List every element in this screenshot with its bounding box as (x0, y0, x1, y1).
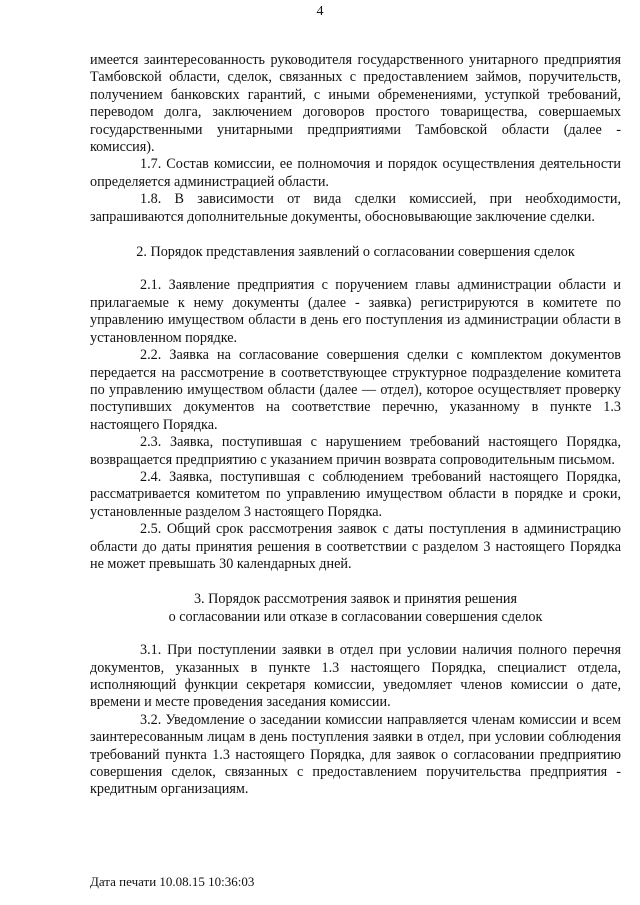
paragraph-2-1: 2.1. Заявление предприятия с поручением главы администрации области и прилагаемые к нему документы (далее - заявка) регистрируются в комитете по управлению имуществом области в день его поступления из администрации области в установленном порядке. (90, 277, 621, 346)
paragraph-1-8: 1.8. В зависимости от вида сделки комиссией, при необходимости, запрашиваются дополнительные документы, обосновывающие заключение сделки. (90, 191, 621, 225)
section-2-heading: 2. Порядок представления заявлений о согласовании совершения сделок (136, 244, 575, 261)
section-3-heading (90, 591, 621, 626)
paragraph-intro: имеется заинтересованность руководителя государственного унитарного предприятия Тамбовской области, сделок, связанных с предоставлением займов, поручительств, получением банковских гарантий, с иными обременениями, уступкой требований, переводом долга, заключением договоров простого товарищества, совершаемых государственными унитарными предприятиями Тамбовской области (далее - комиссия). (90, 52, 621, 156)
paragraph-3-1: 3.1. При поступлении заявки в отдел при условии наличия полного перечня документов, указанных в пункте 1.3 настоящего Порядка, специалист отдела, исполняющий функции секретаря комиссии, уведомляет членов комиссии о дате, времени и месте проведения заседания комиссии. (90, 642, 621, 711)
paragraph-2-2: 2.2. Заявка на согласование совершения сделки с комплектом документов передается на рассмотрение в соответствующее структурное подразделение комитета по управлению имуществом области (далее — отдел), которое осуществляет проверку поступивших документов на соответствие перечню, указанному в пункте 1.3 настоящего Порядка. (90, 347, 621, 433)
document-body (90, 52, 621, 799)
section-3-heading-line-1: 3. Порядок рассмотрения заявок и принятия решения (193, 591, 518, 608)
print-date: Дата печати 10.08.15 10:36:03 (90, 874, 255, 889)
paragraph-3-2: 3.2. Уведомление о заседании комиссии направляется членам комиссии и всем заинтересованным лицам в день поступления заявки в отдел, при условии соблюдения требований пункта 1.3 настоящего Порядка, для заявок о согласовании предприятию совершения сделок, связанных с предоставлением поручительства предприятия - кредитным организациям. (90, 711, 621, 798)
paragraph-2-3: 2.3. Заявка, поступившая с нарушением требований настоящего Порядка, возвращается предприятию с указанием причин возврата сопроводительным письмом. (90, 434, 621, 468)
page-number: 4 (316, 4, 324, 19)
paragraph-1-7: 1.7. Состав комиссии, ее полномочия и порядок осуществления деятельности определяется администрацией области. (90, 156, 621, 190)
paragraph-2-5: 2.5. Общий срок рассмотрения заявок с даты поступления в администрацию области до даты принятия решения в соответствии с разделом 3 настоящего Порядка не может превышать 30 календарных дней. (90, 521, 621, 572)
paragraph-2-4: 2.4. Заявка, поступившая с соблюдением требований настоящего Порядка, рассматривается комитетом по управлению имуществом области в порядке и сроки, установленные разделом 3 настоящего Порядка. (90, 468, 621, 520)
section-3-heading-line-2: о согласовании или отказе в согласовании совершения сделок (168, 608, 543, 625)
